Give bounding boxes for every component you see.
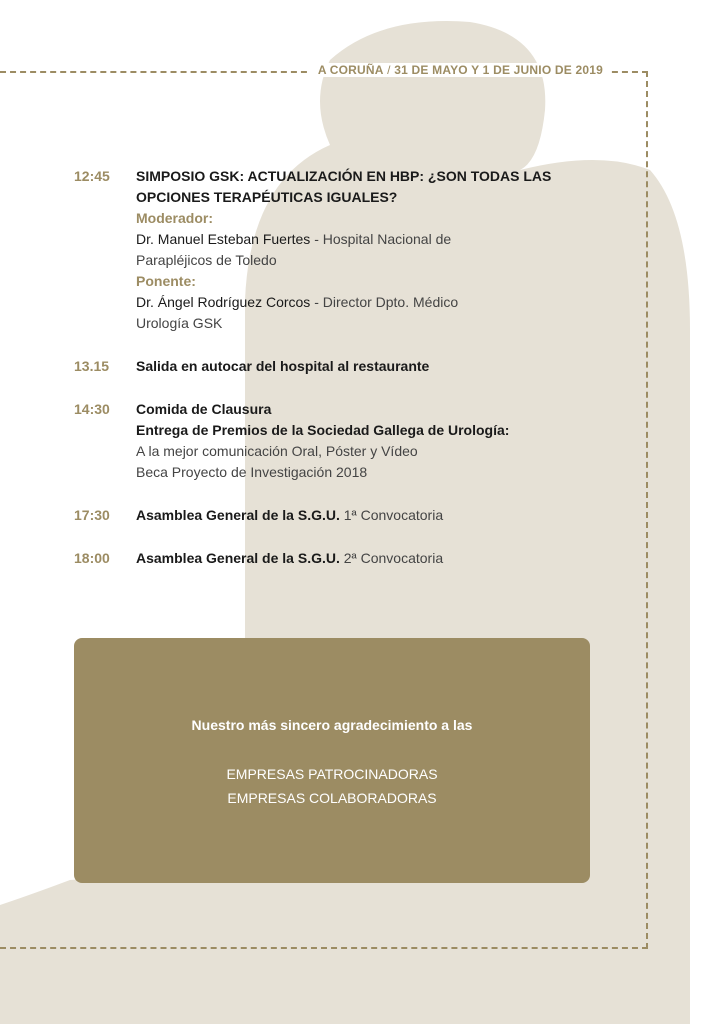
entry-time: 14:30	[74, 401, 110, 417]
speaker-name: Dr. Ángel Rodríguez Corcos	[136, 294, 311, 310]
entry-title-line2: OPCIONES TERAPÉUTICAS IGUALES?	[136, 189, 398, 205]
entry-title: Asamblea General de la S.G.U.	[136, 507, 340, 523]
entry-title: SIMPOSIO GSK: ACTUALIZACIÓN EN HBP: ¿SON TODAS LAS	[136, 168, 552, 184]
thanks-message: Nuestro más sincero agradecimiento a las	[191, 717, 473, 733]
moderator-name: Dr. Manuel Esteban Fuertes	[136, 231, 311, 247]
speaker-label: Ponente:	[136, 273, 196, 289]
entry-subtitle: Entrega de Premios de la Sociedad Gallega de Urología:	[136, 422, 510, 438]
moderator-label: Moderador:	[136, 210, 213, 226]
speaker-affiliation: - Director Dpto. Médico	[310, 294, 459, 310]
collaborator-companies: EMPRESAS COLABORADORAS	[227, 790, 437, 806]
moderator-affiliation-line2: Parapléjicos de Toledo	[136, 252, 277, 268]
entry-note: 2ª Convocatoria	[339, 550, 444, 566]
program-entry	[74, 548, 574, 569]
entry-note: 1ª Convocatoria	[339, 507, 444, 523]
thanks-box	[74, 638, 590, 883]
program-entry	[74, 166, 574, 334]
event-header	[310, 63, 611, 77]
event-city: A CORUÑA	[317, 63, 384, 77]
program-entry	[74, 505, 574, 526]
entry-title: Salida en autocar del hospital al restaurante	[136, 358, 430, 374]
entry-line: A la mejor comunicación Oral, Póster y Vídeo	[136, 443, 418, 459]
header-separator: /	[383, 63, 395, 77]
program-entry	[74, 399, 574, 483]
event-dates: 31 DE MAYO Y 1 DE JUNIO DE 2019	[394, 63, 603, 77]
entry-time: 18:00	[74, 550, 110, 566]
entry-title: Asamblea General de la S.G.U.	[136, 550, 340, 566]
moderator-affiliation: - Hospital Nacional de	[310, 231, 452, 247]
entry-title: Comida de Clausura	[136, 401, 272, 417]
sponsor-companies: EMPRESAS PATROCINADORAS	[226, 766, 438, 782]
entry-time: 13.15	[74, 358, 110, 374]
program-entry	[74, 356, 574, 377]
entry-time: 12:45	[74, 168, 110, 184]
entry-time: 17:30	[74, 507, 110, 523]
speaker-affiliation-line2: Urología GSK	[136, 315, 223, 331]
entry-line: Beca Proyecto de Investigación 2018	[136, 464, 368, 480]
program-list	[74, 166, 574, 591]
